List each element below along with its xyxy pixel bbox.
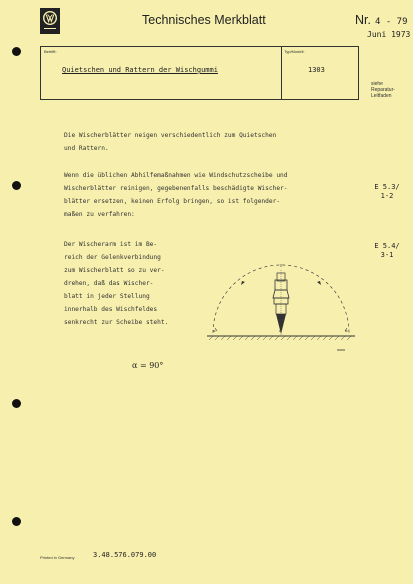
model-label: Typ/Modell: <box>284 49 305 54</box>
punch-hole <box>12 517 21 526</box>
paragraph-1 <box>64 129 276 155</box>
text-line: Wenn die üblichen Abhilfemaßnahmen wie Windschutzscheibe und <box>64 172 288 179</box>
punch-hole <box>12 181 21 190</box>
text-line: und Rattern. <box>64 145 109 152</box>
paragraph-3 <box>64 238 168 329</box>
printed-label: Printed in Germany <box>40 555 75 560</box>
alpha-mark-right: α <box>345 328 348 333</box>
paragraph-2 <box>64 169 288 221</box>
box-divider <box>281 47 282 99</box>
side-note-line: Reparatur- <box>371 87 395 93</box>
subject-box <box>40 46 359 100</box>
text-line: senkrecht zur Scheibe steht. <box>64 319 169 326</box>
document-number <box>355 13 408 27</box>
windscreen-hatching <box>209 336 351 340</box>
alpha-mark-center: α <box>279 328 282 333</box>
margin-reference-2 <box>372 242 402 260</box>
subject-label: Betrifft: <box>44 49 57 54</box>
text-line: maßen zu verfahren: <box>64 211 135 218</box>
ref-line: E 5.3/ <box>374 183 400 191</box>
side-note-line: Leitfaden <box>371 93 392 99</box>
model-text: 1303 <box>308 66 325 74</box>
vw-logo <box>40 8 60 34</box>
margin-reference-1 <box>372 183 402 201</box>
arc-arrow-right <box>317 281 321 285</box>
nr-label: Nr. <box>355 13 371 27</box>
angle-formula: α = 90° <box>132 361 164 370</box>
ref-line: 1-2 <box>380 192 394 200</box>
text-line: Wischerblätter reinigen, gegebenenfalls beschädigte Wischer- <box>64 185 288 192</box>
wiper-diagram <box>205 258 355 354</box>
document-date: Juni 1973 <box>367 30 411 39</box>
text-line: reich der Gelenkverbindung <box>64 254 161 261</box>
nr-value: 4 - 79 <box>374 17 408 27</box>
text-line: blatt in jeder Stellung <box>64 293 150 300</box>
punch-hole <box>12 47 21 56</box>
side-note <box>371 81 395 99</box>
document-title: Technisches Merkblatt <box>142 13 266 27</box>
text-line: Der Wischerarm ist im Be- <box>64 241 158 248</box>
part-number: 3.48.576.079.00 <box>93 551 157 559</box>
text-line: zum Wischerblatt so zu ver- <box>64 267 165 274</box>
text-line: Die Wischerblätter neigen verschiedentlich zum Quietschen <box>64 132 277 139</box>
text-line: blätter ersetzen, keinen Erfolg bringen, so ist folgender- <box>64 198 281 205</box>
punch-hole <box>12 399 21 408</box>
arc-arrow-left <box>241 281 245 285</box>
alpha-mark-left: α <box>213 328 216 333</box>
text-line: innerhalb des Wischfeldes <box>64 306 158 313</box>
subject-text: Quietschen und Rattern der Wischgummi <box>62 66 218 74</box>
side-note-line: siehe <box>371 81 383 87</box>
ref-line: E 5.4/ <box>374 242 400 250</box>
ref-line: 3-1 <box>380 251 394 259</box>
text-line: drehen, daß das Wischer- <box>64 280 154 287</box>
